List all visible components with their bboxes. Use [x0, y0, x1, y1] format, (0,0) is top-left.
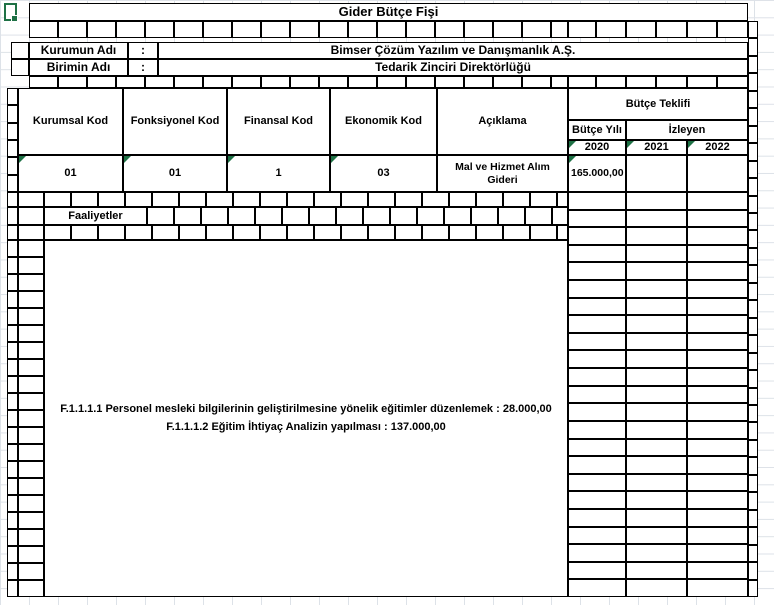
grid-cell[interactable] — [417, 207, 444, 225]
grid-cell[interactable] — [7, 342, 18, 359]
grid-cell[interactable] — [748, 38, 758, 55]
grid-cell[interactable] — [233, 192, 260, 207]
grid-cell[interactable] — [748, 143, 758, 160]
header-year-2021[interactable]: 2021 — [626, 140, 687, 155]
cell-amount-2022[interactable] — [687, 155, 748, 192]
grid-cell[interactable] — [449, 192, 476, 207]
grid-cell[interactable] — [363, 207, 390, 225]
grid-cell[interactable] — [626, 439, 687, 457]
grid-cell[interactable] — [568, 76, 596, 88]
grid-cell[interactable] — [287, 225, 314, 240]
grid-cell[interactable] — [748, 492, 758, 509]
grid-cell[interactable] — [568, 315, 626, 333]
grid-cell[interactable] — [626, 315, 687, 333]
cell-aciklama[interactable]: Mal ve Hizmet Alım Gideri — [437, 155, 568, 192]
grid-cell[interactable] — [29, 21, 58, 38]
grid-cell[interactable] — [18, 291, 44, 308]
grid-cell[interactable] — [87, 21, 116, 38]
grid-cell[interactable] — [687, 76, 717, 88]
grid-cell[interactable] — [18, 257, 44, 274]
grid-cell[interactable] — [596, 76, 626, 88]
header-aciklama[interactable]: Açıklama — [437, 88, 568, 155]
grid-cell[interactable] — [314, 192, 341, 207]
cell-amount-2020[interactable]: 165.000,00 — [568, 155, 626, 192]
grid-cell[interactable] — [7, 274, 18, 291]
grid-cell[interactable] — [11, 59, 29, 76]
grid-cell[interactable] — [203, 76, 232, 88]
header-year-2022[interactable]: 2022 — [687, 140, 748, 155]
grid-cell[interactable] — [282, 207, 309, 225]
grid-cell[interactable] — [116, 21, 145, 38]
grid-cell[interactable] — [656, 21, 687, 38]
grid-cell[interactable] — [568, 262, 626, 280]
activity-line: F.1.1.1.2 Eğitim İhtiyaç Analizin yapılması : 137.000,00 — [166, 420, 446, 433]
grid-cell[interactable] — [18, 563, 44, 580]
grid-cell[interactable] — [748, 370, 758, 387]
faaliyetler-label[interactable]: Faaliyetler — [44, 207, 147, 225]
unit-name-value[interactable]: Tedarik Zinciri Direktörlüğü — [158, 59, 748, 76]
grid-cell[interactable] — [18, 478, 44, 495]
grid-cell[interactable] — [687, 333, 748, 351]
grid-cell[interactable] — [7, 207, 18, 225]
grid-cell[interactable] — [314, 225, 341, 240]
unit-name-colon[interactable]: : — [128, 59, 158, 76]
grid-cell[interactable] — [568, 333, 626, 351]
grid-cell[interactable] — [260, 192, 287, 207]
grid-cell[interactable] — [687, 403, 748, 421]
grid-cell[interactable] — [471, 207, 498, 225]
grid-cell[interactable] — [626, 227, 687, 245]
grid-cell[interactable] — [748, 422, 758, 439]
grid-cell[interactable] — [626, 562, 687, 580]
grid-cell[interactable] — [626, 579, 687, 597]
grid-cell[interactable] — [748, 580, 758, 597]
grid-cell[interactable] — [568, 21, 596, 38]
grid-cell[interactable] — [287, 192, 314, 207]
grid-cell[interactable] — [557, 192, 568, 207]
fill-handle[interactable] — [11, 15, 18, 22]
grid-cell[interactable] — [348, 76, 377, 88]
grid-cell[interactable] — [626, 21, 656, 38]
grid-cell[interactable] — [626, 333, 687, 351]
grid-cell[interactable] — [18, 444, 44, 461]
grid-cell[interactable] — [7, 410, 18, 427]
grid-cell[interactable] — [568, 439, 626, 457]
grid-cell[interactable] — [7, 225, 18, 240]
activity-line: F.1.1.1.1 Personel mesleki bilgilerinin geliştirilmesine yönelik eğitimler düzenlemek : 28.000,00 — [60, 402, 552, 415]
grid-cell[interactable] — [503, 225, 530, 240]
grid-cell[interactable] — [233, 225, 260, 240]
grid-cell[interactable] — [687, 280, 748, 298]
grid-cell[interactable] — [261, 21, 290, 38]
grid-cell[interactable] — [748, 353, 758, 370]
grid-cell[interactable] — [228, 207, 255, 225]
grid-cell[interactable] — [98, 225, 125, 240]
grid-cell[interactable] — [422, 225, 449, 240]
grid-cell[interactable] — [260, 225, 287, 240]
grid-cell[interactable] — [748, 300, 758, 317]
grid-cell[interactable] — [290, 76, 319, 88]
grid-cell[interactable] — [7, 123, 18, 140]
header-fonksiyonel-kod[interactable]: Fonksiyonel Kod — [123, 88, 227, 155]
grid-cell[interactable] — [530, 192, 557, 207]
grid-cell[interactable] — [7, 444, 18, 461]
grid-cell[interactable] — [557, 225, 568, 240]
grid-cell[interactable] — [18, 325, 44, 342]
grid-cell[interactable] — [568, 227, 626, 245]
grid-cell[interactable] — [232, 21, 261, 38]
grid-cell[interactable] — [348, 21, 377, 38]
header-butce-yili[interactable]: Bütçe Yılı — [568, 120, 626, 140]
grid-cell[interactable] — [626, 368, 687, 386]
grid-cell[interactable] — [7, 240, 18, 257]
grid-cell[interactable] — [626, 474, 687, 492]
grid-cell[interactable] — [201, 207, 228, 225]
cell-finansal-kod[interactable]: 1 — [227, 155, 330, 192]
grid-cell[interactable] — [7, 291, 18, 308]
grid-cell[interactable] — [7, 529, 18, 546]
grid-cell[interactable] — [687, 192, 748, 210]
grid-cell[interactable] — [174, 76, 203, 88]
grid-cell[interactable] — [687, 421, 748, 439]
grid-cell[interactable] — [687, 544, 748, 562]
grid-cell[interactable] — [493, 21, 522, 38]
grid-cell[interactable] — [568, 544, 626, 562]
grid-cell[interactable] — [152, 192, 179, 207]
grid-cell[interactable] — [748, 248, 758, 265]
grid-cell[interactable] — [748, 405, 758, 422]
grid-cell[interactable] — [319, 76, 348, 88]
grid-cell[interactable] — [18, 410, 44, 427]
grid-cell[interactable] — [687, 262, 748, 280]
grid-cell[interactable] — [18, 308, 44, 325]
grid-cell[interactable] — [568, 562, 626, 580]
grid-cell[interactable] — [29, 76, 58, 88]
cell-amount-2021[interactable] — [626, 155, 687, 192]
grid-cell[interactable] — [255, 207, 282, 225]
grid-cell[interactable] — [18, 427, 44, 444]
grid-cell[interactable] — [687, 227, 748, 245]
cell-fonksiyonel-kod[interactable]: 01 — [123, 155, 227, 192]
grid-cell[interactable] — [145, 21, 174, 38]
grid-cell[interactable] — [476, 192, 503, 207]
grid-cell[interactable] — [626, 386, 687, 404]
grid-cell[interactable] — [493, 76, 522, 88]
grid-cell[interactable] — [568, 350, 626, 368]
grid-cell[interactable] — [18, 393, 44, 410]
grid-cell[interactable] — [687, 315, 748, 333]
grid-cell[interactable] — [7, 512, 18, 529]
grid-cell[interactable] — [7, 257, 18, 274]
grid-cell[interactable] — [626, 280, 687, 298]
grid-cell[interactable] — [444, 207, 471, 225]
grid-cell[interactable] — [687, 527, 748, 545]
grid-cell[interactable] — [206, 192, 233, 207]
grid-cell[interactable] — [687, 456, 748, 474]
grid-cell[interactable] — [748, 440, 758, 457]
grid-cell[interactable] — [174, 207, 201, 225]
grid-cell[interactable] — [748, 178, 758, 195]
grid-cell[interactable] — [498, 207, 525, 225]
grid-cell[interactable] — [390, 207, 417, 225]
grid-cell[interactable] — [687, 21, 717, 38]
form-title-cell[interactable]: Gider Bütçe Fişi — [29, 3, 748, 21]
grid-cell[interactable] — [530, 225, 557, 240]
grid-cell[interactable] — [145, 76, 174, 88]
grid-cell[interactable] — [71, 192, 98, 207]
grid-cell[interactable] — [147, 207, 174, 225]
grid-cell[interactable] — [290, 21, 319, 38]
grid-cell[interactable] — [87, 76, 116, 88]
grid-cell[interactable] — [7, 192, 18, 207]
grid-cell[interactable] — [748, 108, 758, 125]
grid-cell[interactable] — [18, 461, 44, 478]
grid-cell[interactable] — [395, 225, 422, 240]
grid-cell[interactable] — [476, 225, 503, 240]
grid-cell[interactable] — [7, 546, 18, 563]
grid-cell[interactable] — [206, 225, 233, 240]
grid-cell[interactable] — [406, 76, 435, 88]
header-kurumsal-kod[interactable]: Kurumsal Kod — [18, 88, 123, 155]
header-butce-teklifi[interactable]: Bütçe Teklifi — [568, 88, 748, 120]
grid-cell[interactable] — [568, 456, 626, 474]
grid-cell[interactable] — [626, 262, 687, 280]
grid-cell[interactable] — [7, 308, 18, 325]
grid-cell[interactable] — [748, 91, 758, 108]
grid-cell[interactable] — [687, 439, 748, 457]
grid-cell[interactable] — [232, 76, 261, 88]
grid-cell[interactable] — [7, 88, 18, 105]
grid-cell[interactable] — [7, 325, 18, 342]
grid-cell[interactable] — [687, 474, 748, 492]
grid-cell[interactable] — [18, 359, 44, 376]
grid-cell[interactable] — [7, 427, 18, 444]
grid-cell[interactable] — [748, 388, 758, 405]
org-name-label[interactable]: Kurumun Adı — [29, 42, 128, 59]
grid-cell[interactable] — [568, 474, 626, 492]
grid-cell[interactable] — [464, 76, 493, 88]
grid-cell[interactable] — [319, 21, 348, 38]
grid-cell[interactable] — [748, 562, 758, 579]
grid-cell[interactable] — [748, 457, 758, 474]
header-izleyen[interactable]: İzleyen — [626, 120, 748, 140]
grid-cell[interactable] — [7, 495, 18, 512]
grid-cell[interactable] — [18, 240, 44, 257]
grid-cell[interactable] — [748, 335, 758, 352]
grid-cell[interactable] — [179, 225, 206, 240]
grid-cell[interactable] — [98, 192, 125, 207]
grid-cell[interactable] — [7, 140, 18, 157]
grid-cell[interactable] — [748, 318, 758, 335]
grid-cell[interactable] — [626, 544, 687, 562]
grid-cell[interactable] — [309, 207, 336, 225]
grid-cell[interactable] — [626, 298, 687, 316]
grid-cell[interactable] — [748, 265, 758, 282]
grid-cell[interactable] — [568, 245, 626, 263]
grid-cell[interactable] — [44, 192, 71, 207]
grid-cell[interactable] — [341, 225, 368, 240]
grid-cell[interactable] — [568, 421, 626, 439]
grid-cell[interactable] — [18, 529, 44, 546]
grid-cell[interactable] — [125, 225, 152, 240]
grid-cell[interactable] — [568, 368, 626, 386]
grid-cell[interactable] — [568, 386, 626, 404]
grid-cell[interactable] — [687, 368, 748, 386]
grid-cell[interactable] — [44, 225, 71, 240]
grid-cell[interactable] — [7, 359, 18, 376]
grid-cell[interactable] — [626, 491, 687, 509]
grid-cell[interactable] — [568, 298, 626, 316]
grid-cell[interactable] — [626, 527, 687, 545]
grid-cell[interactable] — [18, 580, 44, 597]
grid-cell[interactable] — [174, 21, 203, 38]
grid-cell[interactable] — [626, 192, 687, 210]
grid-cell[interactable] — [596, 21, 626, 38]
unit-name-label[interactable]: Birimin Adı — [29, 59, 128, 76]
grid-cell[interactable] — [71, 225, 98, 240]
grid-cell[interactable] — [18, 376, 44, 393]
grid-cell[interactable] — [7, 105, 18, 122]
grid-cell[interactable] — [687, 298, 748, 316]
grid-cell[interactable] — [626, 210, 687, 228]
grid-cell[interactable] — [18, 495, 44, 512]
grid-cell[interactable] — [626, 350, 687, 368]
grid-cell[interactable] — [435, 21, 464, 38]
grid-cell[interactable] — [377, 21, 406, 38]
grid-cell[interactable] — [464, 21, 493, 38]
active-cell-selection[interactable] — [4, 3, 17, 21]
grid-cell[interactable] — [687, 350, 748, 368]
grid-cell[interactable] — [7, 376, 18, 393]
grid-cell[interactable] — [748, 283, 758, 300]
grid-cell[interactable] — [568, 527, 626, 545]
grid-cell[interactable] — [687, 579, 748, 597]
grid-cell[interactable] — [7, 157, 18, 174]
grid-cell[interactable] — [11, 42, 29, 59]
grid-cell[interactable] — [626, 76, 656, 88]
grid-cell[interactable] — [687, 210, 748, 228]
grid-cell[interactable] — [687, 562, 748, 580]
grid-cell[interactable] — [449, 225, 476, 240]
grid-cell[interactable] — [179, 192, 206, 207]
grid-cell[interactable] — [203, 21, 232, 38]
grid-cell[interactable] — [626, 245, 687, 263]
grid-cell[interactable] — [18, 207, 44, 225]
grid-cell[interactable] — [626, 509, 687, 527]
grid-cell[interactable] — [525, 207, 552, 225]
grid-cell[interactable] — [7, 563, 18, 580]
grid-cell[interactable] — [748, 56, 758, 73]
grid-cell[interactable] — [748, 230, 758, 247]
grid-cell[interactable] — [687, 386, 748, 404]
grid-cell[interactable] — [7, 175, 18, 192]
org-name-value[interactable]: Bimser Çözüm Yazılım ve Danışmanlık A.Ş. — [158, 42, 748, 59]
grid-cell[interactable] — [748, 161, 758, 178]
grid-cell[interactable] — [568, 280, 626, 298]
grid-cell[interactable] — [656, 76, 687, 88]
header-year-2020[interactable]: 2020 — [568, 140, 626, 155]
grid-cell[interactable] — [748, 196, 758, 213]
grid-cell[interactable] — [568, 210, 626, 228]
grid-cell[interactable] — [368, 192, 395, 207]
grid-cell[interactable] — [717, 76, 748, 88]
grid-cell[interactable] — [18, 342, 44, 359]
grid-cell[interactable] — [18, 225, 44, 240]
grid-cell[interactable] — [7, 393, 18, 410]
grid-cell[interactable] — [341, 192, 368, 207]
grid-cell[interactable] — [568, 491, 626, 509]
grid-cell[interactable] — [748, 475, 758, 492]
grid-cell[interactable] — [377, 76, 406, 88]
grid-cell[interactable] — [395, 192, 422, 207]
grid-cell[interactable] — [626, 421, 687, 439]
grid-cell[interactable] — [748, 527, 758, 544]
header-finansal-kod[interactable]: Finansal Kod — [227, 88, 330, 155]
grid-cell[interactable] — [18, 192, 44, 207]
activities-cell[interactable] — [44, 240, 568, 597]
grid-cell[interactable] — [422, 192, 449, 207]
grid-cell[interactable] — [116, 76, 145, 88]
grid-cell[interactable] — [626, 456, 687, 474]
grid-cell[interactable] — [7, 580, 18, 597]
grid-cell[interactable] — [551, 76, 568, 88]
grid-cell[interactable] — [522, 21, 551, 38]
grid-cell[interactable] — [7, 461, 18, 478]
grid-cell[interactable] — [717, 21, 748, 38]
grid-cell[interactable] — [435, 76, 464, 88]
grid-cell[interactable] — [687, 491, 748, 509]
header-ekonomik-kod[interactable]: Ekonomik Kod — [330, 88, 437, 155]
grid-cell[interactable] — [748, 126, 758, 143]
grid-cell[interactable] — [18, 546, 44, 563]
grid-cell[interactable] — [552, 207, 568, 225]
grid-cell[interactable] — [406, 21, 435, 38]
grid-cell[interactable] — [748, 213, 758, 230]
grid-cell[interactable] — [7, 478, 18, 495]
grid-cell[interactable] — [748, 510, 758, 527]
cell-ekonomik-kod[interactable]: 03 — [330, 155, 437, 192]
grid-cell[interactable] — [503, 192, 530, 207]
grid-cell[interactable] — [18, 512, 44, 529]
grid-cell[interactable] — [125, 192, 152, 207]
grid-cell[interactable] — [748, 545, 758, 562]
cell-kurumsal-kod[interactable]: 01 — [18, 155, 123, 192]
grid-cell[interactable] — [152, 225, 179, 240]
grid-cell[interactable] — [568, 579, 626, 597]
grid-cell[interactable] — [568, 403, 626, 421]
grid-cell[interactable] — [551, 21, 568, 38]
grid-cell[interactable] — [58, 76, 87, 88]
grid-cell[interactable] — [336, 207, 363, 225]
grid-cell[interactable] — [748, 21, 758, 38]
grid-cell[interactable] — [522, 76, 551, 88]
grid-cell[interactable] — [626, 403, 687, 421]
grid-cell[interactable] — [368, 225, 395, 240]
grid-cell[interactable] — [568, 192, 626, 210]
org-name-colon[interactable]: : — [128, 42, 158, 59]
grid-cell[interactable] — [687, 245, 748, 263]
grid-cell[interactable] — [58, 21, 87, 38]
grid-cell[interactable] — [687, 509, 748, 527]
grid-cell[interactable] — [18, 274, 44, 291]
grid-cell[interactable] — [568, 509, 626, 527]
grid-cell[interactable] — [748, 73, 758, 90]
grid-cell[interactable] — [261, 76, 290, 88]
